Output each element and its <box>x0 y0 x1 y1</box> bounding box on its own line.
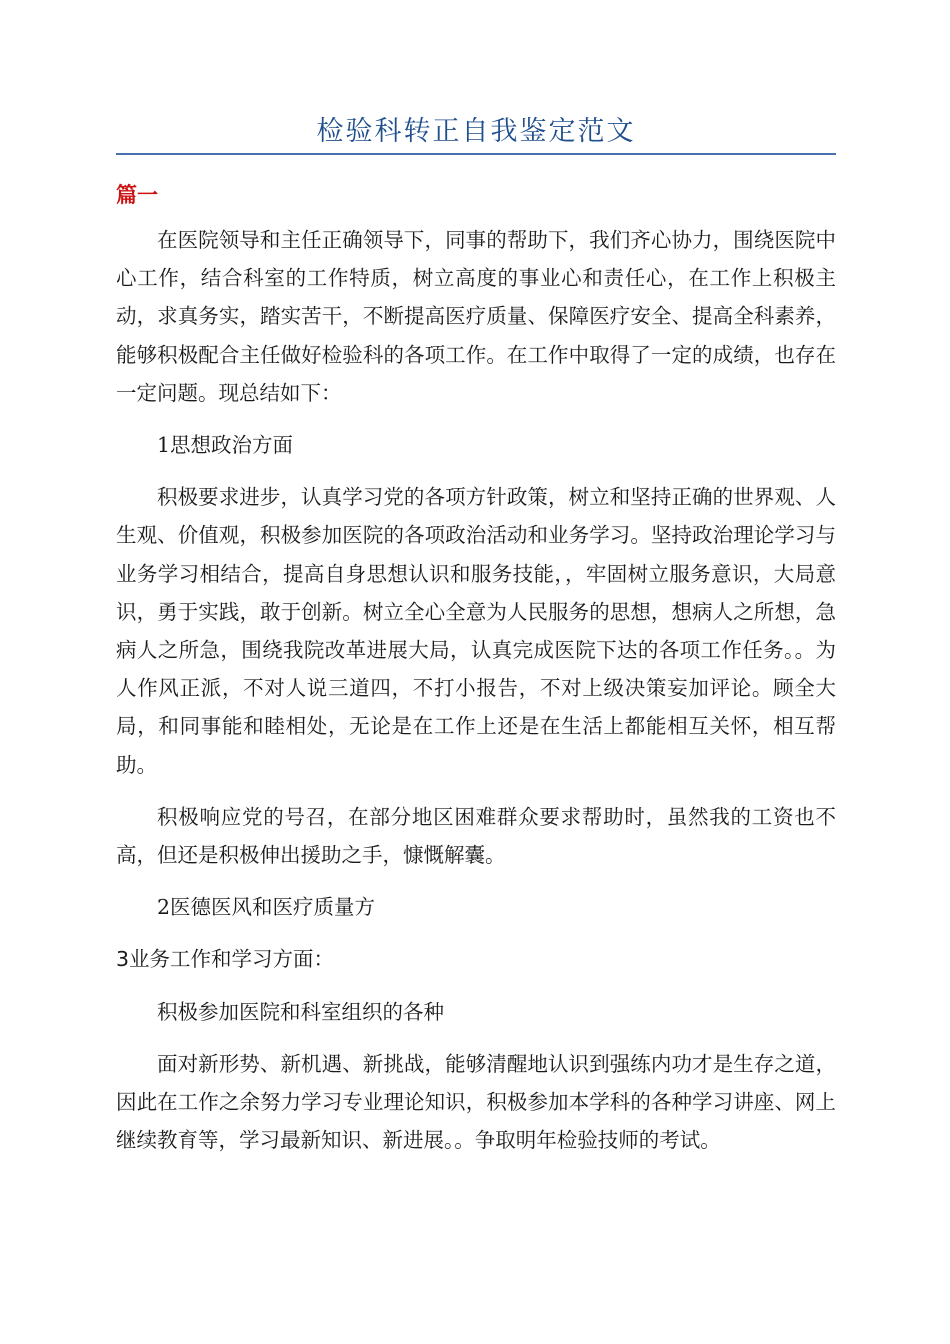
title-underline <box>116 153 836 155</box>
document-body <box>116 221 836 1173</box>
paragraph-activities: 积极参加医院和科室组织的各种 <box>157 999 444 1024</box>
paragraph-intro: 在医院领导和主任正确领导下，同事的帮助下，我们齐心协力，围绕医院中心工作，结合科室的工作特质，树立高度的事业心和责任心，在工作上积极主动，求真务实，踏实苦干，不断提高医疗质量、保障医疗安全、提高全科素养，能够积极配合主任做好检验科的各项工作。在工作中取得了一定的成绩，也存在一定问题。现总结如下： <box>116 228 836 405</box>
paragraph-political: 积极要求进步，认真学习党的各项方针政策，树立和坚持正确的世界观、人生观、价值观，积极参加医院的各项政治活动和业务学习。坚持政治理论学习与业务学习相结合，提高自身思想认识和服务技能，，牢固树立服务意识，大局意识，勇于实践，敢于创新。树立全心全意为人民服务的思想，想病人之所想，急病人之所急，围绕我院改革进展大局，认真完成医院下达的各项工作任务。。为人作风正派，不对人说三道四，不打小报告，不对上级决策妄加评论。顾全大局，和同事能和睦相处，无论是在工作上还是在生活上都能相互关怀，相互帮助。 <box>116 485 836 777</box>
subheading-political: 1思想政治方面 <box>157 433 294 458</box>
subheading-medical-ethics: 2医德医风和医疗质量方 <box>157 895 376 920</box>
subheading-work-study: 3业务工作和学习方面： <box>116 947 335 972</box>
document-title: 检验科转正自我鉴定范文 <box>316 116 636 147</box>
section-heading: 篇一 <box>116 183 158 207</box>
paragraph-learning: 面对新形势、新机遇、新挑战，能够清醒地认识到强练内功才是生存之道，因此在工作之余努力学习专业理论知识，积极参加本学科的各种学习讲座、网上继续教育等，学习最新知识、新进展。。争取明年检验技师的考试。 <box>116 1051 836 1153</box>
paragraph-assistance: 积极响应党的号召，在部分地区困难群众要求帮助时，虽然我的工资也不高，但还是积极伸出援助之手，慷慨解囊。 <box>116 804 836 868</box>
